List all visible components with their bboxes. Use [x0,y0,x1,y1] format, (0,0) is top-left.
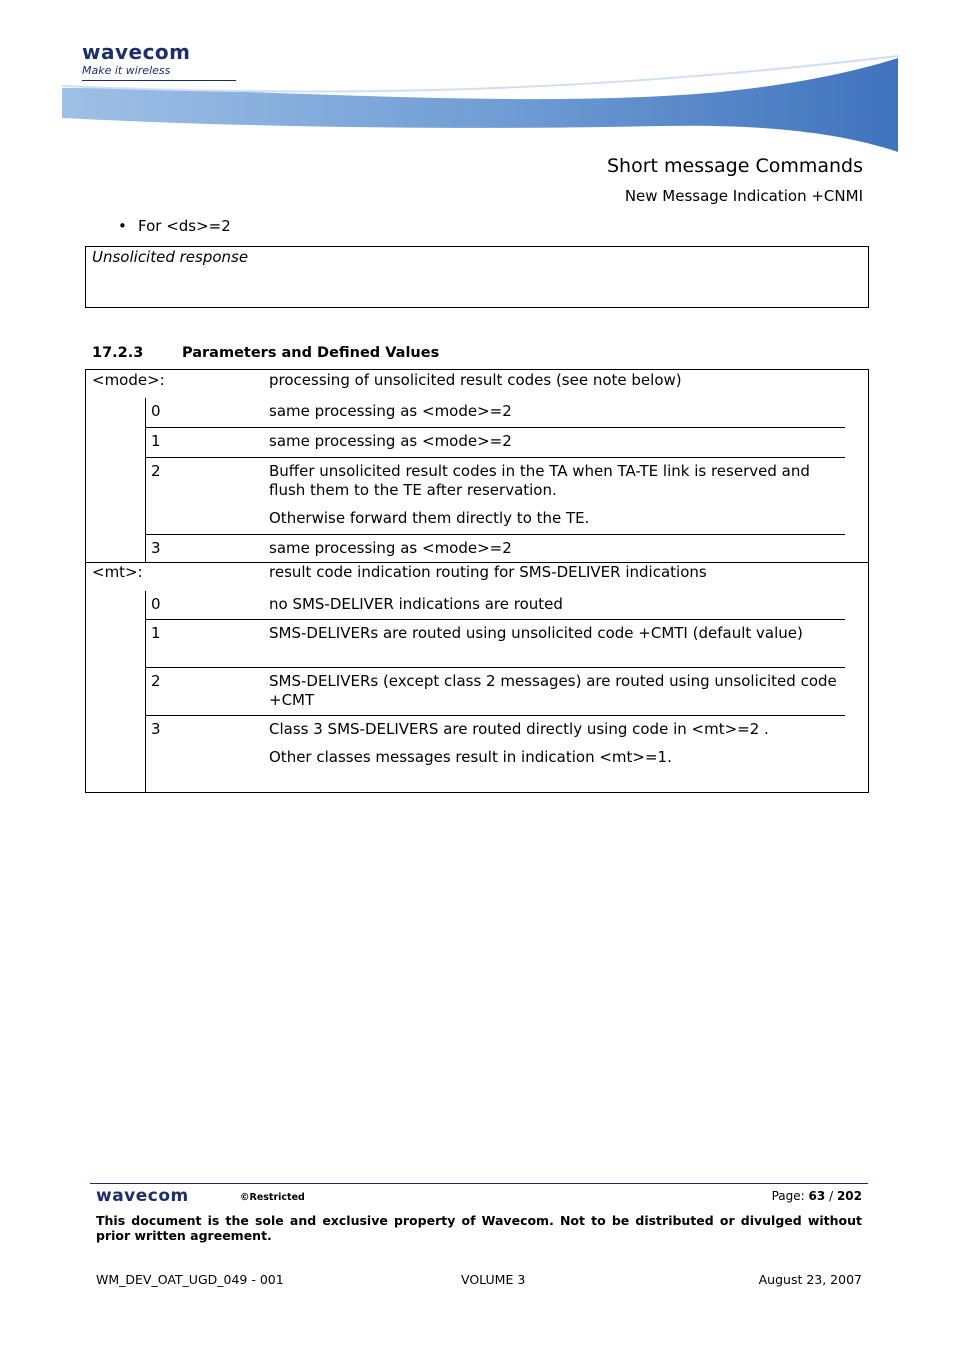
param-value: 3 [151,720,161,738]
param-value: 0 [151,595,161,613]
bullet-dot-icon: • [118,217,127,235]
param-value: 1 [151,624,161,642]
param-values-list [145,591,845,792]
logo-underline [82,80,236,82]
unsolicited-response-label: Unsolicited response [92,248,249,266]
param-value: 2 [151,672,161,690]
param-value-description [269,595,845,614]
logo-tagline: Make it wireless [82,64,171,77]
footer-document-id: WM_DEV_OAT_UGD_049 - 001 [96,1272,284,1287]
wavecom-logo [82,40,242,84]
param-value: 3 [151,539,161,557]
param-value: 1 [151,432,161,450]
param-value-row [146,457,845,534]
value-text: same processing as <mode>=2 [269,539,512,557]
section-number: 17.2.3 [92,345,144,361]
param-description: result code indication routing for SMS-DELIVER indications [269,563,707,581]
footer-volume: VOLUME 3 [461,1272,526,1287]
param-value-description [269,720,845,767]
unsolicited-response-box [85,246,869,308]
footer-divider [90,1183,868,1184]
param-value-description [269,672,845,710]
param-name: <mode>: [92,371,165,389]
footer-date: August 23, 2007 [758,1272,862,1287]
section-title: Parameters and Defined Values [182,345,440,361]
section-heading [92,345,439,361]
footer-restricted-label: ©Restricted [240,1192,305,1203]
footer-logo: wavecom [96,1186,189,1206]
bullet-text: For <ds>=2 [138,217,231,235]
value-text: Other classes messages result in indication <mt>=1. [269,748,672,766]
param-value-description [269,402,845,421]
value-text: SMS-DELIVERs (except class 2 messages) are routed using unsolicited code +CMT [269,672,837,709]
param-description: processing of unsolicited result codes (see note below) [269,371,682,389]
param-value-row [146,534,845,563]
value-text: no SMS-DELIVER indications are routed [269,595,563,613]
param-value-row [146,427,845,457]
param-value-row [146,619,845,667]
footer-notice: This document is the sole and exclusive property of Wavecom. Not to be distributed or divulged without prior written agreement. [96,1213,862,1243]
footer-page-indicator [772,1189,862,1203]
param-table-mode [85,369,869,563]
param-value-description [269,432,845,451]
param-table-mt [85,562,869,793]
page-separator: / [829,1189,834,1203]
param-value: 2 [151,462,161,480]
value-text: Otherwise forward them directly to the TE. [269,509,590,527]
page-label: Page: [771,1189,805,1203]
param-name: <mt>: [92,563,143,581]
param-value-description [269,462,845,528]
value-text: Buffer unsolicited result codes in the TA when TA-TE link is reserved and flush them to the TE after reservation. [269,462,810,499]
param-values-list [145,398,845,562]
param-value: 0 [151,402,161,420]
page-header-title: Short message Commands [606,155,863,177]
param-value-row [146,667,845,715]
param-value-row [146,715,845,792]
value-text: SMS-DELIVERs are routed using unsolicited code +CMTI (default value) [269,624,803,642]
param-value-row [146,398,845,427]
page-total: 202 [836,1189,862,1203]
value-text: same processing as <mode>=2 [269,402,512,420]
param-value-description [269,539,845,558]
page-header-subtitle: New Message Indication +CNMI [624,187,863,205]
param-value-description [269,624,845,643]
page-number: 63 [808,1189,826,1203]
param-value-row [146,591,845,619]
value-text: Class 3 SMS-DELIVERS are routed directly using code in <mt>=2 . [269,720,769,738]
logo-wordmark: wavecom [82,40,191,64]
bullet-item [118,217,231,235]
value-text: same processing as <mode>=2 [269,432,512,450]
